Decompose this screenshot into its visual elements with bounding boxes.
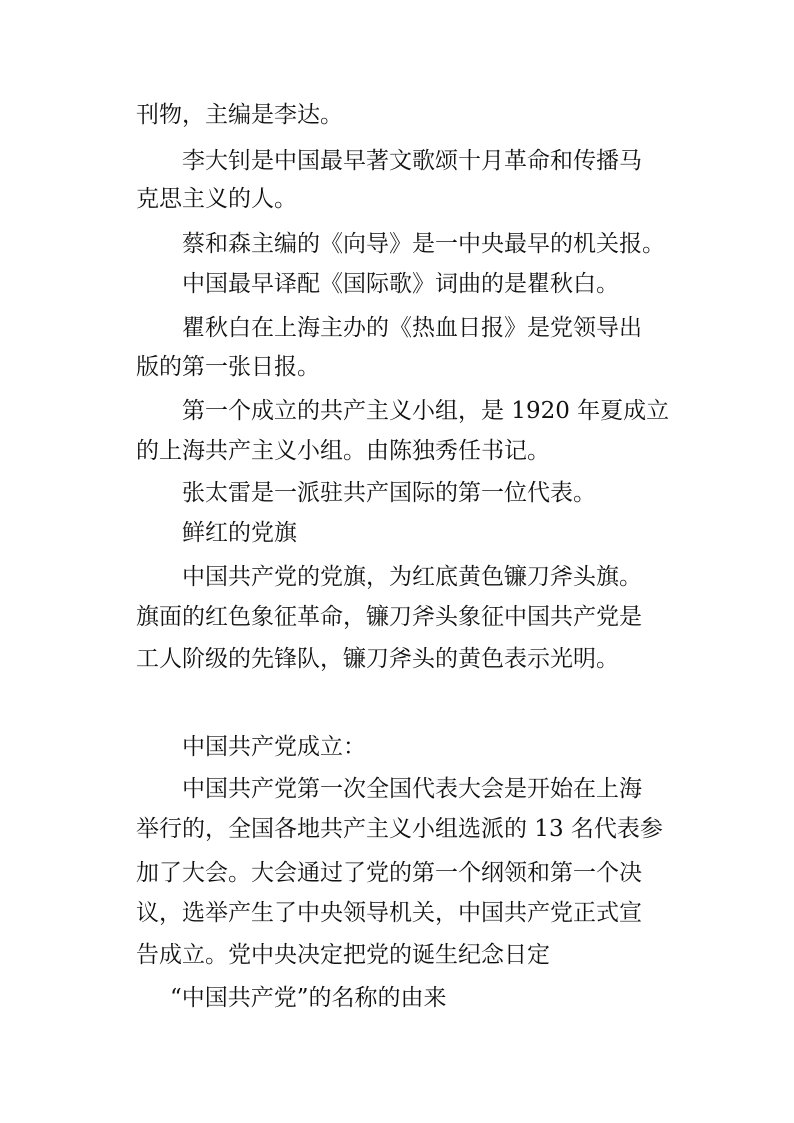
text-line: 举行的，全国各地共产主义小组选派的 13 名代表参 <box>136 816 663 842</box>
text-line: 张太雷是一派驻共产国际的第一位代表。 <box>182 480 596 506</box>
text-line: 瞿秋白在上海主办的《热血日报》是党领导出 <box>182 315 642 341</box>
text-line: 中国最早译配《国际歌》词曲的是瞿秋白。 <box>182 271 619 297</box>
text-line: 工人阶级的先锋队，镰刀斧头的黄色表示光明。 <box>136 646 619 672</box>
text-line: 的上海共产主义小组。由陈独秀任书记。 <box>136 438 550 464</box>
text-line: 中国共产党第一次全国代表大会是开始在上海 <box>182 776 642 802</box>
text-line: 版的第一张日报。 <box>136 354 320 380</box>
text-line: 克思主义的人。 <box>136 186 297 212</box>
section-heading: 中国共产党成立： <box>182 734 366 760</box>
text-line: 李大钊是中国最早著文歌颂十月革命和传播马 <box>182 148 642 174</box>
text-line: 第一个成立的共产主义小组，是 1920 年夏成立 <box>182 398 670 424</box>
text-line: 刊物，主编是李达。 <box>136 102 343 128</box>
section-heading: “中国共产党”的名称的由来 <box>170 985 447 1011</box>
text-line: 加了大会。大会通过了党的第一个纲领和第一个决 <box>136 860 642 886</box>
text-line: 告成立。党中央决定把党的诞生纪念日定 <box>136 942 550 968</box>
text-line: 中国共产党的党旗，为红底黄色镰刀斧头旗。 <box>182 564 642 590</box>
section-heading: 鲜红的党旗 <box>182 520 297 546</box>
text-line: 议，选举产生了中央领导机关，中国共产党正式宣 <box>136 900 642 926</box>
text-line: 蔡和森主编的《向导》是一中央最早的机关报。 <box>182 231 665 257</box>
text-line: 旗面的红色象征革命，镰刀斧头象征中国共产党是 <box>136 604 642 630</box>
